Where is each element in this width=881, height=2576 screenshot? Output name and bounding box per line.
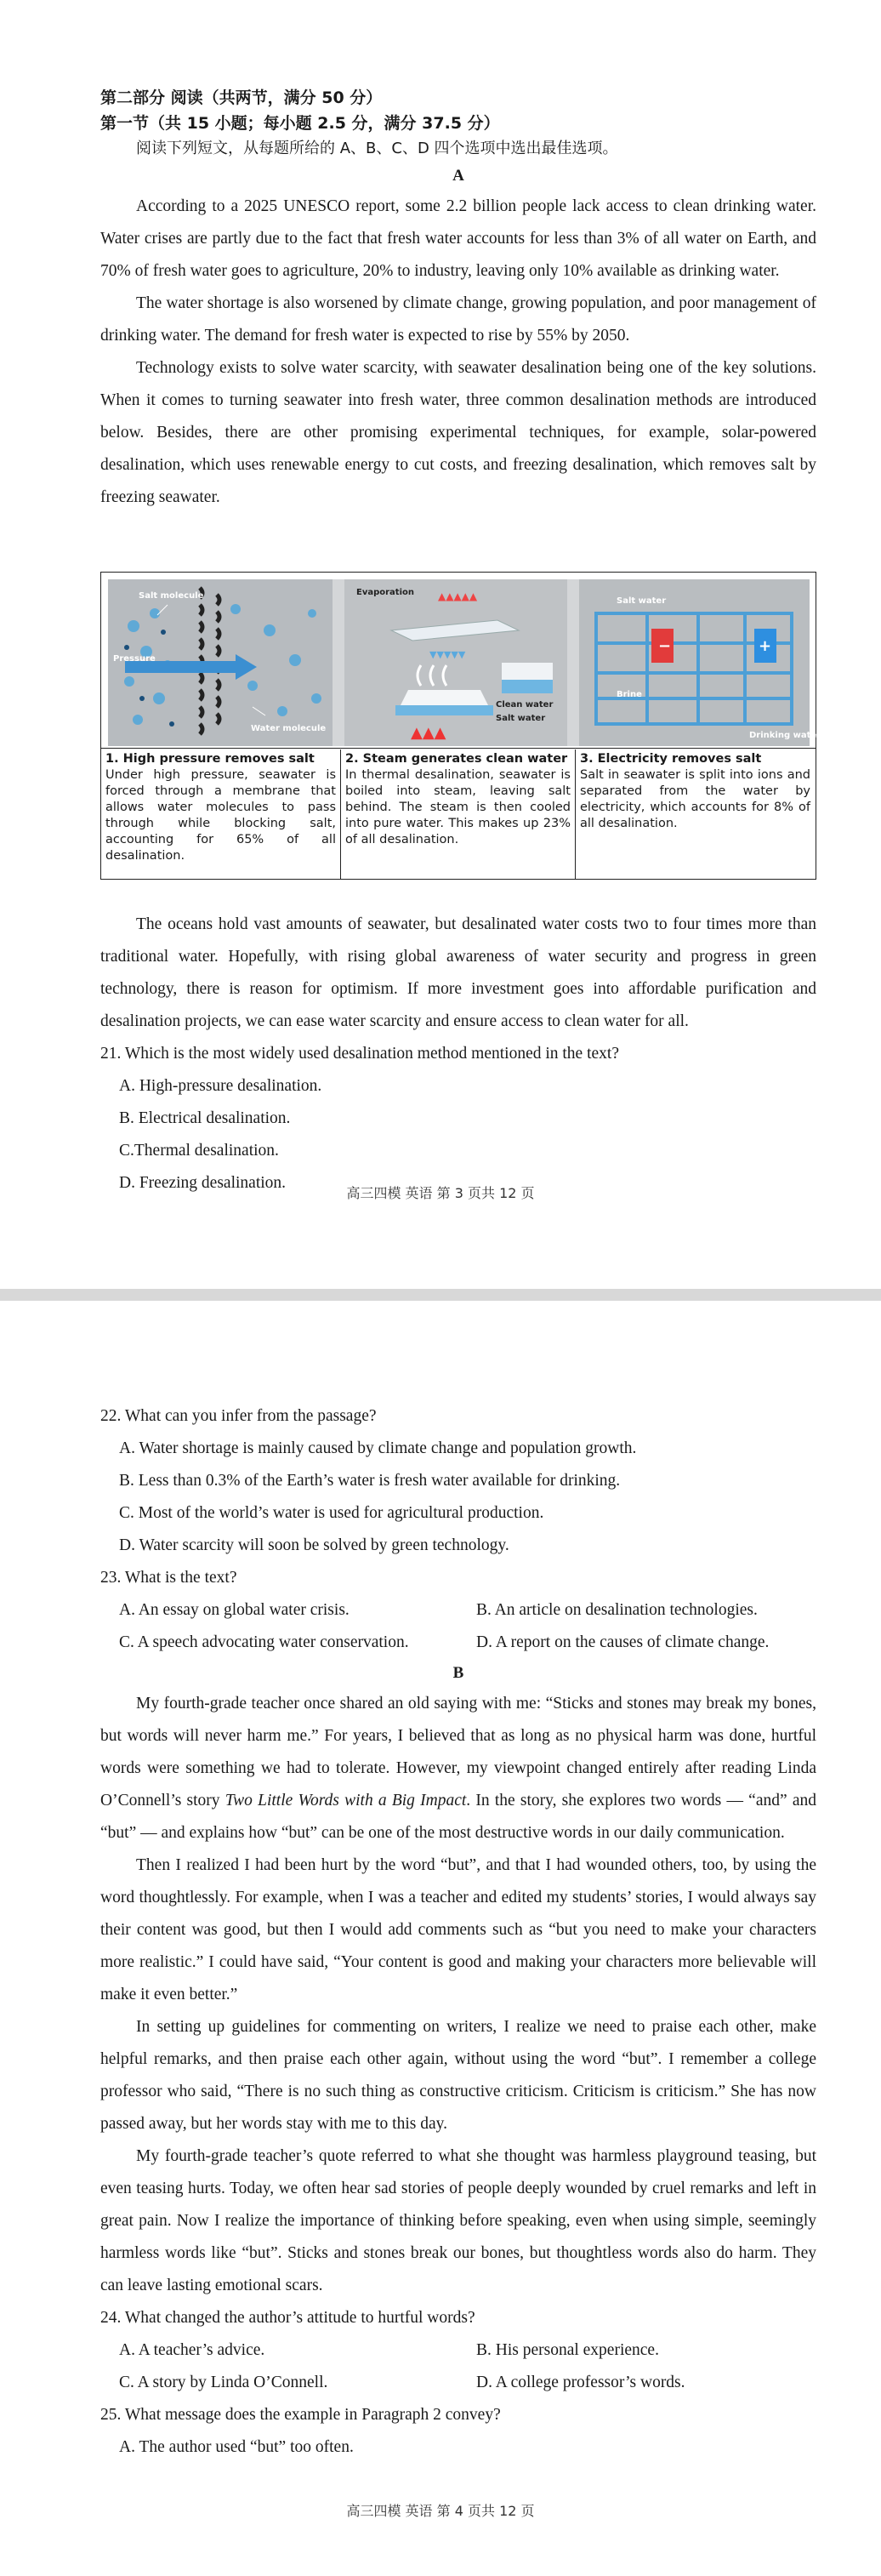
high-pressure-illustration: [108, 579, 333, 746]
plus-electrode-icon: +: [759, 637, 772, 655]
option-21-b[interactable]: B. Electrical desalination.: [119, 1109, 291, 1127]
image-divider: [567, 579, 579, 746]
question-25: 25. What message does the example in Paragraph 2 convey?: [100, 2406, 501, 2424]
option-22-c[interactable]: C. Most of the world’s water is used for agricultural production.: [119, 1504, 544, 1522]
option-22-a[interactable]: A. Water shortage is mainly caused by climate change and population growth.: [119, 1439, 637, 1457]
option-23-c[interactable]: C. A speech advocating water conservation.: [119, 1633, 409, 1651]
story-title: Two Little Words with a Big Impact: [225, 1792, 467, 1809]
svg-text:▲▲▲: ▲▲▲: [411, 724, 446, 742]
salt-water-label: Salt water: [617, 596, 667, 606]
salt-molecule-label: Salt molecule: [139, 591, 204, 601]
option-23-b[interactable]: B. An article on desalination technologies.: [476, 1601, 758, 1619]
evaporation-label: Evaporation: [356, 588, 415, 597]
caption-2: [340, 749, 576, 879]
caption-1-text: Under high pressure, seawater is forced through a membrane that allows water molecules to pass through while blocking salt, accounting for 65% of all desalination.: [105, 768, 336, 863]
question-23-options: [100, 1594, 816, 1659]
question-23: 23. What is the text?: [100, 1569, 237, 1587]
svg-text:▲▲▲▲▲: ▲▲▲▲▲: [438, 590, 478, 602]
page-3-lower-text: [100, 909, 816, 1200]
drinking-water-label: Drinking water: [749, 731, 821, 740]
pressure-label: Pressure: [113, 654, 156, 664]
steam-illustration: [344, 579, 567, 746]
passage-b-para-3: In setting up guidelines for commenting on writers, I realize we need to praise each other, make helpful remarks, and then praise each other again, without using the word “but”. I remember a college professor who said, “There is no such thing as constructive criticism. Criticism is criticism.” She has now passed away, but her words stay with me to this day.: [100, 2018, 816, 2133]
section-title: 第二部分 阅读（共两节，满分 50 分）: [100, 88, 383, 107]
caption-3-title: 3. Electricity removes salt: [580, 752, 762, 766]
instructions: 阅读下列短文，从每题所给的 A、B、C、D 四个选项中选出最佳选项。: [136, 140, 618, 157]
page-4-text: [100, 1400, 816, 2464]
salt-water-label: Salt water: [496, 714, 546, 723]
passage-a-para-4: The oceans hold vast amounts of seawater, but desalinated water costs two to four times more than traditional water. Hopefully, with rising global awareness of water security and progress in green technology, there is reason for optimism. If more investment goes into affordable purification and desalination projects, we can ease water scarcity and ensure access to clean water for all.: [100, 915, 816, 1030]
passage-b-para-4: My fourth-grade teacher’s quote referred to what she thought was harmless playground teasing, but even teasing hurts. Today, we often hear sad stories of people deeply wounded by cruel remarks and left in great pain. Now I realize the importance of thinking before speaking, even when using simple, seemingly harmless words like “but”. Sticks and stones break our bones, but thoughtless words also do harm. They can leave lasting emotional scars.: [100, 2147, 816, 2294]
page-3-text: [100, 85, 816, 514]
caption-divider: [101, 748, 816, 749]
question-21: 21. Which is the most widely used desalination method mentioned in the text?: [100, 1045, 619, 1063]
passage-b-para-1-end: . In the story, she explores two words — “and” and “but” — and explains how “but” can be one of the most destructive words in our daily communication.: [100, 1792, 816, 1842]
passage-a-para-3: Technology exists to solve water scarcity, with seawater desalination being one of the key solutions. When it comes to turning seawater into fresh water, three common desalination methods are introduced below. Besides, there are other promising experimental techniques, for example, solar-powered desalination, which uses renewable energy to cut costs, and freezing desalination, which removes salt by freezing seawater.: [100, 359, 816, 506]
option-23-a[interactable]: A. An essay on global water crisis.: [119, 1601, 350, 1619]
passage-b-para-1-start: My fourth-grade teacher once shared an old saying with me: “Sticks and stones may break my bones, but words will never harm me.” For years, I believed that as long as no physical harm was done, hurtful words were something we had to tolerate. However, my viewpoint changed entirely after reading Linda O’Connell’s story: [100, 1695, 816, 1809]
subsection-title: 第一节（共 15 小题；每小题 2.5 分，满分 37.5 分）: [100, 114, 500, 133]
question-21-options: [100, 1070, 816, 1200]
page-3-footer: 高三四模 英语 第 3 页共 12 页: [346, 1185, 535, 1201]
passage-a-para-1: According to a 2025 UNESCO report, some 2.2 billion people lack access to clean drinking water. Water crises are partly due to the fact that fresh water accounts for less than 3% of all water on Earth, and 70% of fresh water goes to agriculture, 20% to industry, leaving only 10% available as drinking water.: [100, 197, 816, 280]
caption-1-title: 1. High pressure removes salt: [105, 752, 315, 766]
option-21-c[interactable]: C.Thermal desalination.: [119, 1142, 279, 1160]
image-divider: [333, 579, 344, 746]
electricity-illustration: [579, 579, 821, 746]
caption-1: [101, 749, 340, 879]
passage-b-para-2: Then I realized I had been hurt by the word “but”, and that I had wounded others, too, by using the word thoughtlessly. For example, when I was a teacher and edited my students’ stories, I would always say their content was good, but then I would add comments such as “but you need to make your characters more realistic.” I could have said, “Your content is good and making your characters more believable will make it even better.”: [100, 1856, 816, 2003]
passage-a-para-2: The water shortage is also worsened by climate change, growing population, and poor management of drinking water. The demand for fresh water is expected to rise by 55% by 2050.: [100, 294, 816, 345]
caption-3: [576, 749, 815, 879]
option-21-a[interactable]: A. High-pressure desalination.: [119, 1077, 322, 1095]
question-22: 22. What can you infer from the passage?: [100, 1407, 377, 1425]
option-25-a[interactable]: A. The author used “but” too often.: [119, 2438, 354, 2456]
option-22-b[interactable]: B. Less than 0.3% of the Earth’s water is fresh water available for drinking.: [119, 1472, 621, 1490]
svg-text:▼▼▼▼▼: ▼▼▼▼▼: [429, 649, 466, 660]
passage-b-label: B: [452, 1664, 464, 1682]
option-24-b[interactable]: B. His personal experience.: [476, 2341, 659, 2359]
option-21-d[interactable]: D. Freezing desalination.: [119, 1174, 287, 1192]
option-24-d[interactable]: D. A college professor’s words.: [476, 2374, 685, 2391]
page-divider: [0, 1289, 881, 1301]
question-25-options: [100, 2431, 816, 2464]
question-24-options: [100, 2334, 816, 2399]
question-22-options: [100, 1433, 816, 1562]
caption-2-text: In thermal desalination, seawater is boiled into steam, leaving salt behind. The steam is then cooled into pure water. This makes up 23% of all desalination.: [345, 768, 571, 846]
clean-water-label: Clean water: [496, 700, 554, 710]
passage-b-para-1: [100, 1688, 816, 1849]
option-24-a[interactable]: A. A teacher’s advice.: [119, 2341, 265, 2359]
caption-2-title: 2. Steam generates clean water: [345, 752, 568, 766]
passage-a-label: A: [452, 167, 464, 185]
page-4-footer: 高三四模 英语 第 4 页共 12 页: [346, 2503, 535, 2519]
desalination-figure: [100, 572, 821, 880]
water-molecule-label: Water molecule: [251, 724, 327, 733]
brine-label: Brine: [617, 690, 642, 699]
question-24: 24. What changed the author’s attitude to hurtful words?: [100, 2309, 475, 2327]
caption-3-text: Salt in seawater is split into ions and separated from the water by electricity, which accounts for 8% of all desalination.: [580, 768, 810, 830]
option-23-d[interactable]: D. A report on the causes of climate change.: [476, 1633, 770, 1651]
option-22-d[interactable]: D. Water scarcity will soon be solved by green technology.: [119, 1536, 509, 1554]
option-24-c[interactable]: C. A story by Linda O’Connell.: [119, 2374, 328, 2391]
minus-electrode-icon: −: [658, 637, 672, 655]
exam-page-4: [0, 1301, 881, 2576]
